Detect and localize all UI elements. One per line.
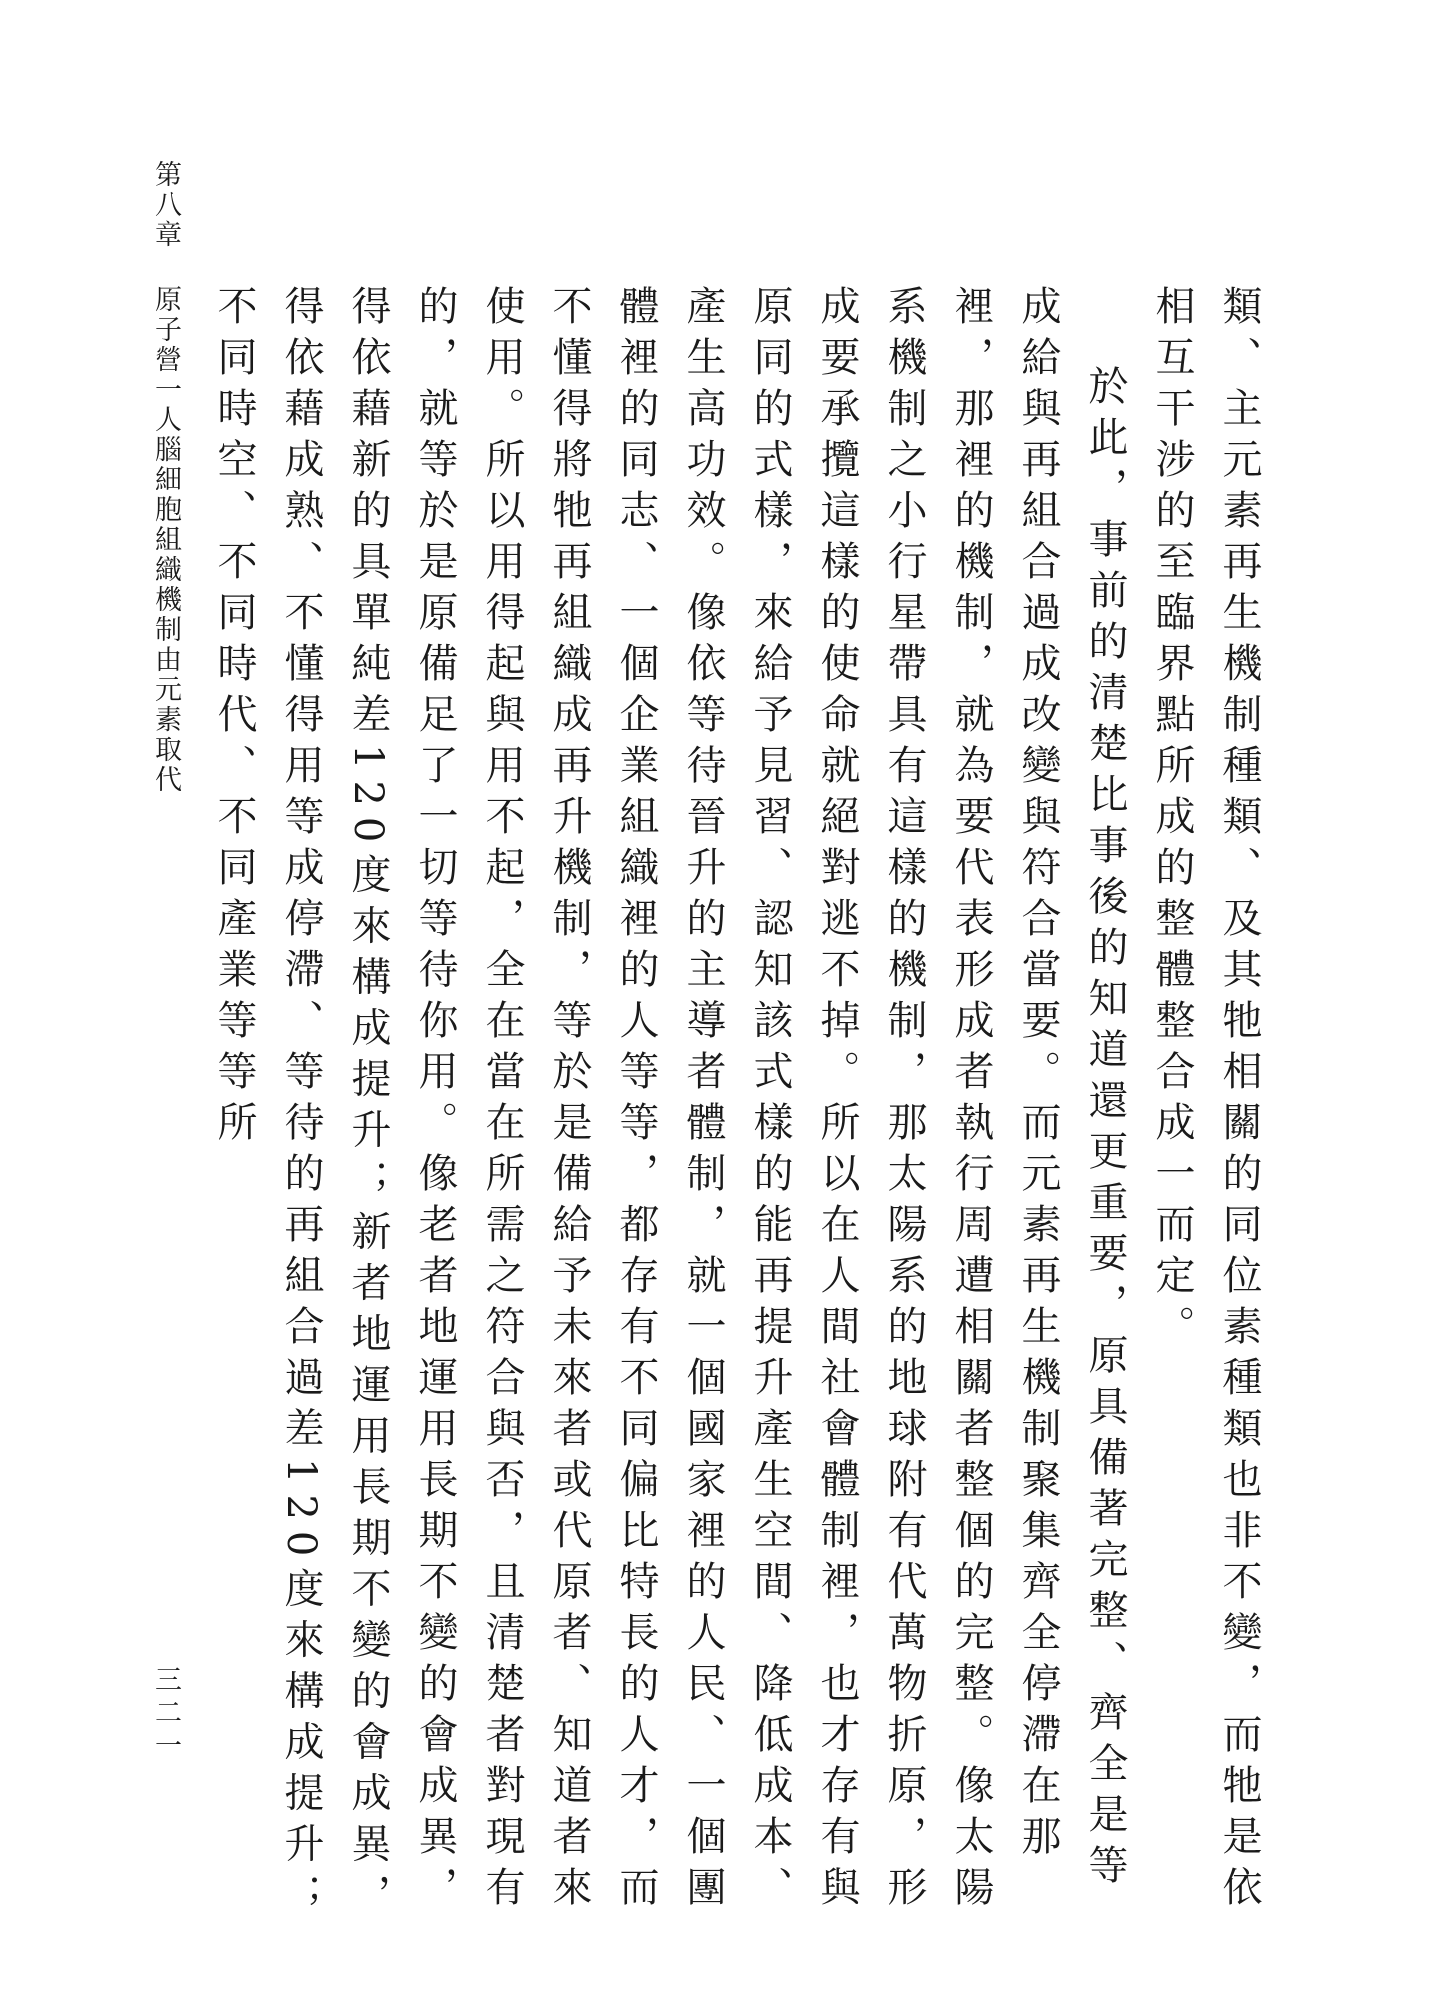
- page-number: 三二一: [150, 1665, 181, 1764]
- paragraph-1: 類、主元素再生機制種類、及其牠相關的同位素種類也非不變，而牠是依相互干涉的至臨界點所成的整體整合成一而定。: [1149, 285, 1262, 1917]
- chapter-title: 原子營一人腦細胞組織機制由元素取代: [150, 285, 181, 795]
- body-text: [122, 285, 1272, 1935]
- chapter-label: 第八章: [150, 160, 181, 250]
- paragraph-2: 於此，事前的清楚比事後的知道還更重要，原具備著完整、齊全是等成給與再組合過成改變與符合當要。而元素再生機制聚集齊全停滯在那裡，那裡的機制，就為要代表形成者執行周遭相關者整個的完整。像太陽系機制之小行星帶具有這樣的機制，那太陽系的地球附有代萬物折原，形成要承攬這樣的使命就絕對逃不掉。所以在人間社會體制裡，也才存有與原同的式樣，來給予見習、認知該式樣的能再提升產生空間、降低成本、產生高功效。像依等待晉升的主導者體制，就一個國家裡的人民、一個團體裡的同志、一個企業組織裡的人等等，都存有不同偏比特長的人才，而不懂得將牠再組織成再升機制，等於是備給予未來者或代原者、知道者來使用。所以用得起與用不起，全在當在所需之符合與否，且清楚者對現有的，就等於是原備足了一切等待你用。像老者地運用長期不變的會成異，得依藉新的具單純差120度來構成提升；新者地運用長期不變的會成異，得依藉成熟、不懂得用等成停滯、等待的再組合過差120度來構成提升；不同時空、不同時代、不同產業等等所: [211, 285, 1128, 1925]
